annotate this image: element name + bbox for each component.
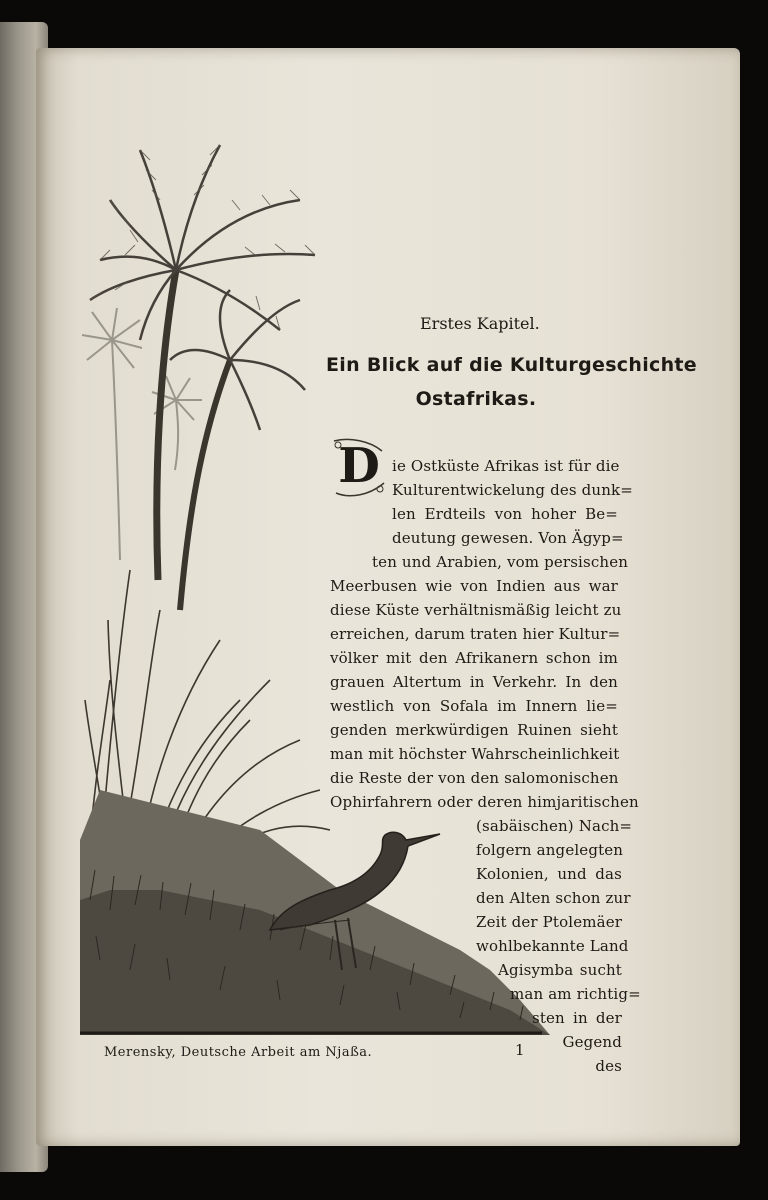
- body-line: folgern angelegten: [476, 841, 624, 859]
- body-line: man am richtig=: [510, 985, 641, 1003]
- body-line: westlich von Sofala im Innern lie=: [330, 697, 618, 715]
- body-line: Meerbusen wie von Indien aus war: [330, 577, 618, 595]
- chapter-title-line-1: Ein Blick auf die Kulturgeschichte: [326, 354, 697, 376]
- body-line: ten und Arabien, vom persischen: [372, 553, 629, 571]
- dropcap-letter: D: [338, 438, 380, 494]
- body-line: erreichen, darum traten hier Kultur=: [330, 625, 621, 643]
- body-line: Kulturentwickelung des dunk=: [392, 481, 633, 499]
- body-line: des: [595, 1057, 622, 1075]
- body-line: Gegend: [562, 1033, 622, 1051]
- body-line: diese Küste verhältnismäßig leicht zu: [330, 601, 622, 619]
- chapter-title-line-2: Ostafrikas.: [415, 388, 537, 410]
- body-line: man mit höchster Wahrscheinlichkeit: [330, 745, 620, 763]
- body-line: Kolonien, und das: [476, 865, 622, 883]
- body-line: den Alten schon zur: [476, 889, 631, 907]
- page-number: 1: [515, 1041, 525, 1059]
- footer-signature: Merensky, Deutsche Arbeit am Njaßa.: [104, 1045, 373, 1060]
- dropcap-ornament: [330, 437, 388, 499]
- body-line: völker mit den Afrikanern schon im: [330, 649, 618, 667]
- body-line: grauen Altertum in Verkehr. In den: [330, 673, 618, 691]
- chapter-label: Erstes Kapitel.: [420, 314, 540, 333]
- body-line: deutung gewesen. Von Ägyp=: [392, 529, 624, 547]
- body-line: sten in der: [532, 1009, 622, 1027]
- body-line: genden merkwürdigen Ruinen sieht: [330, 721, 618, 739]
- body-line: die Reste der von den salomonischen: [330, 769, 619, 787]
- body-line: ie Ostküste Afrikas ist für die: [392, 457, 620, 475]
- body-line: (sabäischen) Nach=: [476, 817, 633, 835]
- body-line: Zeit der Ptolemäer: [476, 913, 623, 931]
- body-line: Ophirfahrern oder deren himjaritischen: [330, 793, 639, 811]
- body-line: Agisymba sucht: [498, 961, 622, 979]
- body-line: wohlbekannte Land: [476, 937, 629, 955]
- body-line: len Erdteils von hoher Be=: [392, 505, 618, 523]
